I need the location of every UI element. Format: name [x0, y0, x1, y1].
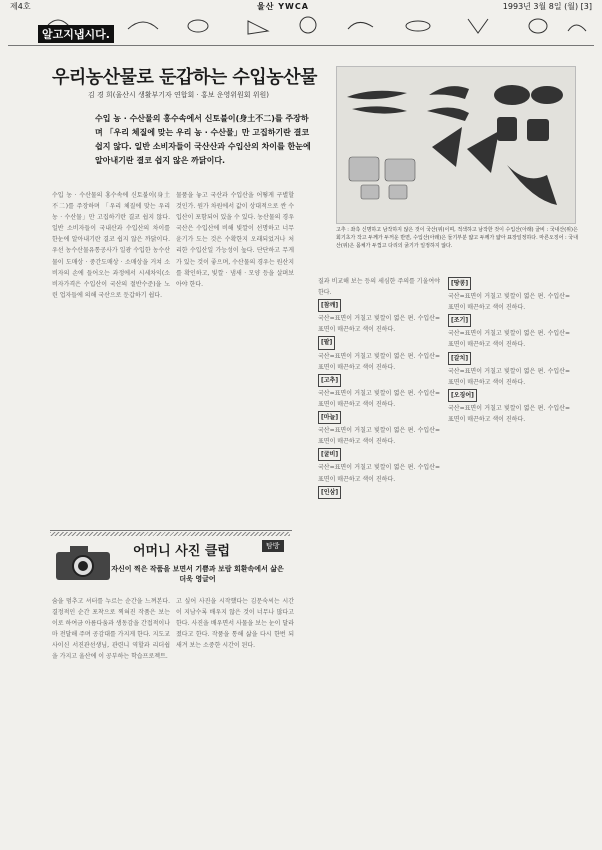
divider	[50, 530, 292, 531]
article-column-2: 물품을 놓고 국산과 수입산을 어떻게 구별할 것인가. 원가 차원에서 값이 상대적으로 싼 수입산이 포함되어 있을 수 있다. 농산물의 경우 국산은 수입산에 비해 빛깔이 선명하고 너무 윤기가 도는 것은 수확한지 오래되었거나 처리한 수입산일 가능성이 높다. 단단하고 무게가 있는 것이 좋으며, 수산물의 경우는 원산지를 확인하고, 빛깔 · 냄새 · 모양 등을 살펴보아야 한다.	[176, 192, 294, 288]
subhead-garlic: [마늘]	[318, 411, 341, 424]
subhead-redbean: [팥]	[318, 336, 335, 349]
subhead-squid: [오징어]	[448, 389, 477, 402]
page-number: 제4호	[10, 2, 31, 11]
column-3-intro: 질과 비교해 보는 등의 세심한 주의를 기울여야 한다.	[318, 278, 440, 297]
subhead-sesame: [참깨]	[318, 299, 341, 312]
camera-icon	[52, 540, 114, 584]
club-title: 어머니 사진 클럽	[133, 544, 230, 559]
article-column-1: 수입 농 · 수산물의 홍수속에 신토불이(身土不二)를 주장하며 「우리 체질에 맞는 우리 농 · 수산물」만 고집하기란 결코 쉽지 않다. 일반 소비자들이 국내산과 수입산의 차이를 한눈에 알아내기란 결코 쉽지 않은 까닭이다. 우선 농수산물유통공사가 일광 수입한 농수산물이 도매상 · 중간도매상 · 소매상을 거쳐 소비자의 손에 들어오는 과정에서 시세차익(소비자가격은 수입산이 국산의 절반수준)을 노린 업자들에 의해 국산으로 둔갑하기 쉽다.	[52, 192, 170, 299]
subhead-peanut: [땅콩]	[448, 277, 471, 290]
issue-date: 1993년 3월 8일 (월) [3]	[502, 2, 592, 11]
column-3-text: 국산=표면이 거칠고 빛깔이 엷은 편. 수입산=표면이 매끈하고 색이 진하다.	[318, 315, 440, 334]
subhead-croaker: [조기]	[448, 314, 471, 327]
article-column-4	[448, 276, 570, 836]
column-3-text: 국산=표면이 거칠고 빛깔이 엷은 편. 수입산=표면이 매끈하고 색이 진하다.	[318, 352, 440, 371]
column-3-text: 국산=표면이 거칠고 빛깔이 엷은 편. 수입산=표면이 매끈하고 색이 진하다.	[318, 389, 440, 408]
subhead-hairtail: [갈치]	[448, 352, 471, 365]
column-3-text: 국산=표면이 거칠고 빛깔이 엷은 편. 수입산=표면이 매끈하고 색이 진하다.	[318, 464, 440, 483]
article-byline: 김 경 희(울산시 생활부기자 연합회 · 홍보 운영위원회 위원)	[88, 91, 270, 99]
club-column-1: 숨을 멈추고 셔터를 누르는 순간을 느껴본다. 결정적인 순간 포착으로 찍혀진 작품은 보는 이로 하여금 아름다움과 생동감을 간접적이나마 전달해 주며 공감대를 가지게 한다. 지도교사이신 서진관선생님, 관련니 역할과 리더쉽을 가지고 울산에 이 공부하는 학습프로젝트.	[52, 598, 170, 661]
column-3-text: 국산=표면이 거칠고 빛깔이 엷은 편. 수입산=표면이 매끈하고 색이 진하다.	[318, 427, 440, 446]
subhead-ginseng: [인삼]	[318, 486, 341, 499]
section-badge: 알고지냅시다.	[38, 25, 114, 43]
masthead-logo: 울산 YWCA	[257, 2, 309, 11]
article-column-3	[318, 276, 440, 836]
subhead-pepper: [고추]	[318, 374, 341, 387]
club-tag: 탐방	[262, 540, 284, 552]
divider	[8, 45, 594, 46]
article-lead: 수입 농 · 수산물의 홍수속에서 신토불이(身土不二)를 주장하며 「우리 체질에 맞는 우리 농 · 수산물」만 고집하기란 결코 쉽지 않다. 일반 소비자들이 국산산과 수입산의 차이를 한눈에 알아내기란 결코 쉽지 않은 까닭이다.	[95, 114, 311, 165]
club-column-2: 고 싶어 사진을 시작했다는 김문숙씨는 시간이 지남수록 배우지 않은 것이 너무나 많다고 한다. 사진을 배우면서 사물을 보는 눈이 달라졌다고 한다. 작품을 통해 삶을 다시 한번 되새겨 보는 소중한 시간이 된다.	[176, 598, 294, 650]
column-4-text: 국산=표면이 거칠고 빛깔이 엷은 편. 수입산=표면이 매끈하고 색이 진하다.	[448, 404, 570, 424]
article-title: 우리농산물로 둔갑하는 수입농산물	[52, 67, 317, 88]
photo-caption: 고추 : 좌측 신명하고 남작하지 않은 것이 국산(위)이며, 적색하고 남작한 것이 수입산(아래) 굴비 : 국내산(위)은 회기초가 작고 두께가 두꺼운 반면, 수입산(아래)은 둘기부분 얇고 두께가 얇아 표장일정하다. 마른오징어 : 국내산(위)은 몸체가 두껍고 다리의 굵기가 일정하지 않다.	[336, 227, 578, 249]
club-border-pattern	[50, 532, 290, 536]
club-subtitle: 자신이 찍은 작품을 보면서 기쁨과 보람 회환속에서 삶은 더욱 영글어	[111, 565, 284, 583]
column-4-text: 국산=표면이 거칠고 빛깔이 엷은 편. 수입산=표면이 매끈하고 색이 진하다.	[448, 367, 570, 386]
column-4-text: 국산=표면이 거칠고 빛깔이 엷은 편. 수입산=표면이 매끈하고 색이 진하다.	[448, 330, 570, 349]
produce-comparison-photo	[336, 66, 576, 224]
subhead-gulbi: [굴비]	[318, 448, 341, 461]
column-4-text: 국산=표면이 거칠고 빛깔이 엷은 편. 수입산=표면이 매끈하고 색이 진하다.	[448, 293, 570, 312]
